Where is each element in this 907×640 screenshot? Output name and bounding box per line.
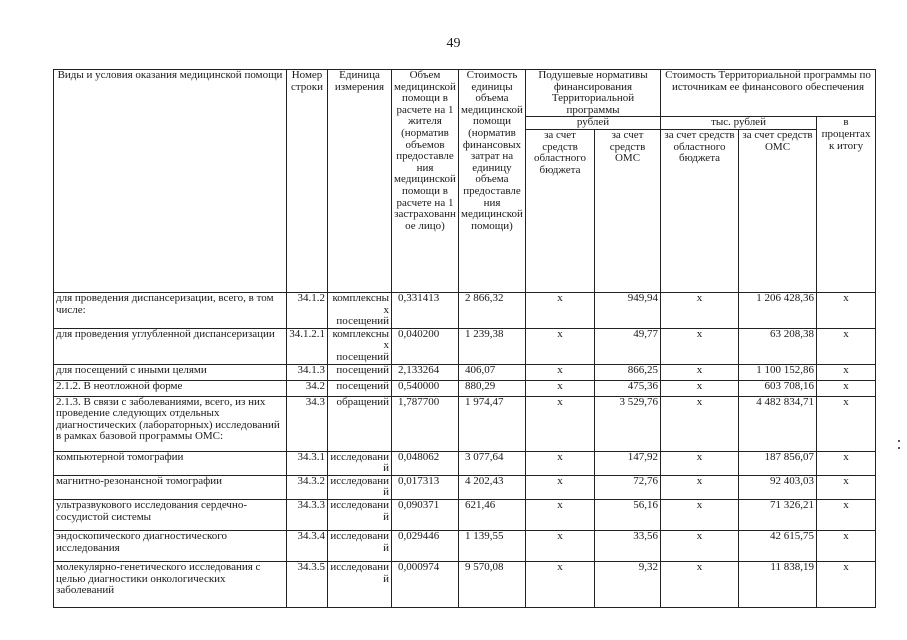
header-total-oms: за счет средств ОМС <box>739 129 817 292</box>
row-volume: 0,029446 <box>392 530 459 561</box>
row-name: магнитно-резонансной томографии <box>54 475 287 499</box>
row-unit: комплексных посещений <box>328 328 392 364</box>
row-norm-budget: x <box>526 530 595 561</box>
header-kind: Виды и условия оказания медицинской помощи <box>54 70 287 293</box>
table-row <box>54 380 876 396</box>
row-volume: 0,331413 <box>392 292 459 328</box>
row-norm-budget: x <box>526 328 595 364</box>
row-norm-oms: 72,76 <box>595 475 661 499</box>
header-unit: Единица измерения <box>328 70 392 293</box>
row-volume: 0,017313 <box>392 475 459 499</box>
row-cost: 9 570,08 <box>459 561 526 607</box>
row-total-budget: x <box>661 328 739 364</box>
row-norm-budget: x <box>526 475 595 499</box>
row-percent: x <box>817 530 876 561</box>
row-number: 34.3.5 <box>287 561 328 607</box>
row-norm-oms: 33,56 <box>595 530 661 561</box>
row-unit: исследований <box>328 499 392 530</box>
row-name: компьютерной томографии <box>54 451 287 475</box>
table-row <box>54 292 876 328</box>
row-number: 34.1.3 <box>287 364 328 380</box>
row-number: 34.3.1 <box>287 451 328 475</box>
row-cost: 3 077,64 <box>459 451 526 475</box>
row-norm-oms: 49,77 <box>595 328 661 364</box>
row-name: для посещений с иными целями <box>54 364 287 380</box>
table-row <box>54 561 876 607</box>
row-total-oms: 92 403,03 <box>739 475 817 499</box>
row-norm-budget: x <box>526 499 595 530</box>
row-volume: 0,040200 <box>392 328 459 364</box>
row-volume: 0,540000 <box>392 380 459 396</box>
header-norm-unit: рублей <box>526 117 661 130</box>
row-total-budget: x <box>661 451 739 475</box>
row-total-oms: 1 206 428,36 <box>739 292 817 328</box>
header-norm-budget: за счет средств областного бюджета <box>526 129 595 292</box>
row-percent: x <box>817 396 876 451</box>
row-name: 2.1.3. В связи с заболеваниями, всего, из них проведение следующих отдельных диагностических (лабораторных) исследований в рамках базовой программы ОМС: <box>54 396 287 451</box>
table-body <box>54 292 876 607</box>
header-volume: Объем медицинской помощи в расчете на 1 жителя (норматив объемов предоставления медицинской помощи в расчете на 1 застрахованное лицо) <box>392 70 459 293</box>
table-row <box>54 499 876 530</box>
row-total-budget: x <box>661 292 739 328</box>
row-total-oms: 4 482 834,71 <box>739 396 817 451</box>
row-unit: исследований <box>328 530 392 561</box>
row-norm-oms: 949,94 <box>595 292 661 328</box>
row-norm-oms: 56,16 <box>595 499 661 530</box>
row-number: 34.1.2 <box>287 292 328 328</box>
row-total-budget: x <box>661 396 739 451</box>
header-cost-unit: тыс. рублей <box>661 117 817 130</box>
row-unit: исследований <box>328 475 392 499</box>
header-group-norm: Подушевые нормативы финансирования Территориальной программы <box>526 70 661 117</box>
row-norm-budget: x <box>526 292 595 328</box>
table-row <box>54 364 876 380</box>
row-norm-budget: x <box>526 451 595 475</box>
row-unit: исследований <box>328 451 392 475</box>
table-row <box>54 396 876 451</box>
row-total-oms: 187 856,07 <box>739 451 817 475</box>
row-name: для проведения углубленной диспансеризации <box>54 328 287 364</box>
row-number: 34.1.2.1 <box>287 328 328 364</box>
row-norm-budget: x <box>526 380 595 396</box>
row-name: для проведения диспансеризации, всего, в том числе: <box>54 292 287 328</box>
row-total-oms: 71 326,21 <box>739 499 817 530</box>
row-number: 34.3 <box>287 396 328 451</box>
row-total-oms: 603 708,16 <box>739 380 817 396</box>
row-percent: x <box>817 328 876 364</box>
row-unit: обращений <box>328 396 392 451</box>
row-total-oms: 11 838,19 <box>739 561 817 607</box>
row-unit: посещений <box>328 364 392 380</box>
row-norm-oms: 9,32 <box>595 561 661 607</box>
row-cost: 880,29 <box>459 380 526 396</box>
row-name: эндоскопического диагностического исследования <box>54 530 287 561</box>
row-percent: x <box>817 475 876 499</box>
row-percent: x <box>817 380 876 396</box>
row-cost: 406,07 <box>459 364 526 380</box>
row-volume: 0,000974 <box>392 561 459 607</box>
row-name: 2.1.2. В неотложной форме <box>54 380 287 396</box>
row-name: ультразвукового исследования сердечно-сосудистой системы <box>54 499 287 530</box>
row-norm-oms: 3 529,76 <box>595 396 661 451</box>
row-total-budget: x <box>661 499 739 530</box>
row-total-budget: x <box>661 530 739 561</box>
row-total-oms: 63 208,38 <box>739 328 817 364</box>
row-cost: 621,46 <box>459 499 526 530</box>
header-percent: в процентах к итогу <box>817 117 876 293</box>
row-total-oms: 1 100 152,86 <box>739 364 817 380</box>
row-unit: посещений <box>328 380 392 396</box>
row-total-oms: 42 615,75 <box>739 530 817 561</box>
page-number: 49 <box>446 36 461 51</box>
row-number: 34.3.3 <box>287 499 328 530</box>
row-norm-budget: x <box>526 364 595 380</box>
row-cost: 4 202,43 <box>459 475 526 499</box>
row-volume: 0,090371 <box>392 499 459 530</box>
header-total-budget: за счет средств областного бюджета <box>661 129 739 292</box>
row-total-budget: x <box>661 380 739 396</box>
row-cost: 1 974,47 <box>459 396 526 451</box>
row-total-budget: x <box>661 475 739 499</box>
table-row <box>54 328 876 364</box>
table-row <box>54 530 876 561</box>
row-cost: 2 866,32 <box>459 292 526 328</box>
row-norm-budget: x <box>526 561 595 607</box>
row-percent: x <box>817 561 876 607</box>
row-unit: исследований <box>328 561 392 607</box>
row-volume: 0,048062 <box>392 451 459 475</box>
table-row <box>54 451 876 475</box>
row-percent: x <box>817 292 876 328</box>
row-volume: 1,787700 <box>392 396 459 451</box>
row-norm-oms: 475,36 <box>595 380 661 396</box>
row-total-budget: x <box>661 561 739 607</box>
row-number: 34.3.4 <box>287 530 328 561</box>
row-name: молекулярно-генетического исследования с целью диагностики онкологических заболеваний <box>54 561 287 607</box>
header-group-cost: Стоимость Территориальной программы по источникам ее финансового обеспечения <box>661 70 876 117</box>
table-row <box>54 475 876 499</box>
row-total-budget: x <box>661 364 739 380</box>
row-norm-oms: 147,92 <box>595 451 661 475</box>
row-percent: x <box>817 499 876 530</box>
header-cost: Стоимость единицы объема медицинской помощи (норматив финансовых затрат на единицу объема предоставления медицинской помощи) <box>459 70 526 293</box>
row-number: 34.2 <box>287 380 328 396</box>
row-cost: 1 239,38 <box>459 328 526 364</box>
row-norm-oms: 866,25 <box>595 364 661 380</box>
scan-mark <box>898 440 900 456</box>
row-unit: комплексных посещений <box>328 292 392 328</box>
row-norm-budget: x <box>526 396 595 451</box>
row-percent: x <box>817 364 876 380</box>
row-volume: 2,133264 <box>392 364 459 380</box>
row-percent: x <box>817 451 876 475</box>
row-cost: 1 139,55 <box>459 530 526 561</box>
header-norm-oms: за счет средств ОМС <box>595 129 661 292</box>
header-row-number: Номер строки <box>287 70 328 293</box>
row-number: 34.3.2 <box>287 475 328 499</box>
financing-table <box>53 69 876 608</box>
